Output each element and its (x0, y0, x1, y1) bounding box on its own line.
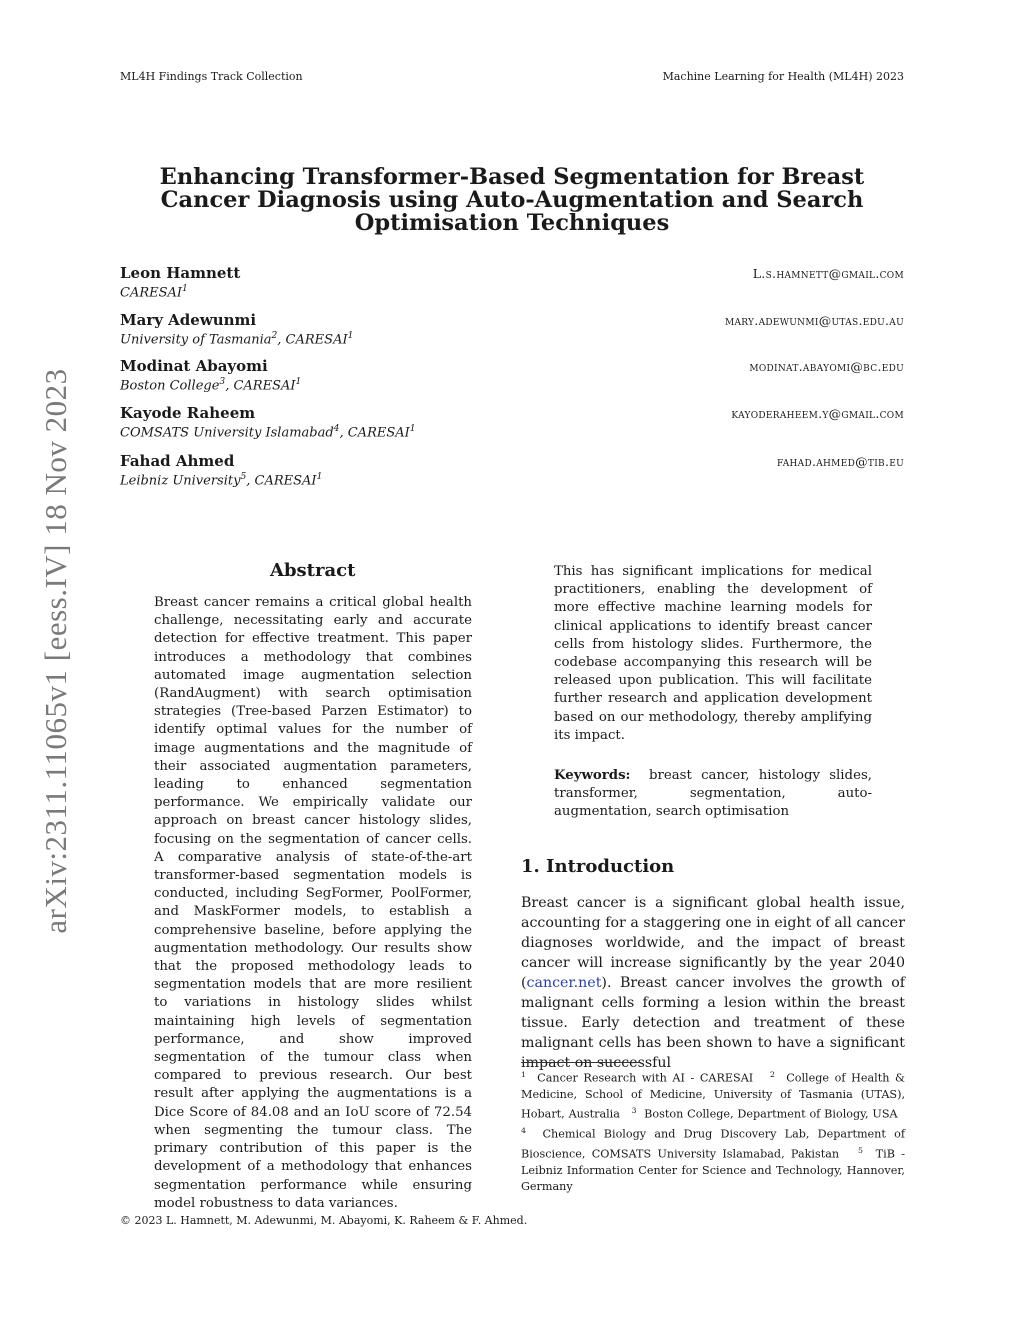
author-block (120, 357, 904, 393)
running-header-left: ML4H Findings Track Collection (120, 70, 303, 83)
arxiv-identifier: arXiv:2311.11065v1 [eess.IV] 18 Nov 2023 (38, 368, 73, 934)
author-affiliation: COMSATS University Islamabad$^4$, CARESAI$^1$ (120, 424, 416, 441)
author-name: Modinat Abayomi (120, 357, 268, 375)
author-block (120, 452, 904, 488)
section-heading-introduction: 1. Introduction (521, 856, 675, 877)
keywords-text: breast cancer, histology slides, transformer, segmentation, auto-augmentation, search optimisation (554, 768, 872, 820)
author-email[interactable]: modinat.abayomi@bc.edu (749, 359, 904, 374)
author-block (120, 404, 904, 440)
footnote-divider (521, 1062, 641, 1063)
abstract-heading: Abstract (270, 560, 356, 581)
copyright-notice: © 2023 L. Hamnett, M. Adewunmi, M. Abayomi, K. Raheem & F. Ahmed. (120, 1214, 528, 1227)
abstract-text: Breast cancer remains a critical global health challenge, necessitating early and accurate detection for effective treatment. This paper introduces a methodology that combines automated image augmentation selection (RandAugment) with search optimisation strategies (Tree-based Parzen Estimator) to identify optimal values for the number of image augmentations and the magnitude of their associated augmentation parameters, leading to enhanced segmentation performance. We empirically validate our approach on breast cancer histology slides, focusing on the segmentation of cancer cells. A comparative analysis of state-of-the-art transformer-based segmentation models is conducted, including SegFormer, PoolFormer, and MaskFormer models, to establish a comprehensive baseline, before applying the augmentation methodology. Our results show that the proposed methodology leads to segmentation models that are more resilient to variations in histology slides whilst maintaining high levels of segmentation performance, and show improved segmentation of the tumour class when compared to previous research. Our best result after applying the augmentations is a Dice Score of 84.08 and an IoU score of 72.54 when segmenting the tumour class. The primary contribution of this paper is the development of a methodology that enhances segmentation performance while ensuring model robustness to data variances. (154, 595, 472, 1211)
paper-title: Enhancing Transformer-Based Segmentation for Breast Cancer Diagnosis using Auto-Augmentation and Search Optimisation Techniques (159, 164, 865, 236)
keywords-label: Keywords: (554, 768, 631, 783)
author-affiliation: Leibniz University$^5$, CARESAI$^1$ (120, 472, 323, 489)
author-name: Kayode Raheem (120, 404, 256, 422)
author-block (120, 311, 904, 347)
footnotes: $^1$ Cancer Research with AI - CARESAI $^2$ College of Health & Medicine, School of Medicine, University of Tasmania (UTAS), Hobart, Australia $^3$ Boston College, Department of Biology, USA $^4$ Chemical Biology and Drug Discovery Lab, Department of Bioscience, COMSATS University Islamabad, Pakistan $^5$ TiB - Leibniz Information Center for Science and Technology, Hannover, Germany (521, 1070, 906, 1194)
author-affiliation: Boston College$^3$, CARESAI$^1$ (120, 377, 302, 394)
author-email[interactable]: kayoderaheem.y@gmail.com (731, 406, 904, 421)
author-email[interactable]: L.s.hamnett@gmail.com (752, 266, 904, 281)
cancer-net-link[interactable]: cancer.net (526, 975, 602, 991)
author-email[interactable]: fahad.ahmed@tib.eu (776, 454, 904, 469)
author-name: Fahad Ahmed (120, 452, 235, 470)
abstract-text-continued: This has significant implications for medical practitioners, enabling the development of more effective machine learning models for clinical applications to identify breast cancer cells from histology slides. Furthermore, the codebase accompanying this research will be released upon publication. This will facilitate further research and application development based on our methodology, thereby amplifying its impact. (554, 564, 872, 743)
author-affiliation: CARESAI$^1$ (120, 284, 188, 301)
author-email[interactable]: mary.adewunmi@utas.edu.au (724, 313, 904, 328)
author-name: Mary Adewunmi (120, 311, 257, 329)
author-block (120, 264, 904, 300)
introduction-text: Breast cancer is a significant global health issue, accounting for a staggering one in eight of all cancer diagnoses worldwide, and the impact of breast cancer will increase significantly by the year 2040 (cancer.net). Breast cancer involves the growth of malignant cells forming a lesion within the breast tissue. Early detection and treatment of these malignant cells has been shown to have a significant impact on successful (521, 895, 905, 1071)
running-header-right: Machine Learning for Health (ML4H) 2023 (662, 70, 904, 83)
author-name: Leon Hamnett (120, 264, 241, 282)
author-affiliation: University of Tasmania$^2$, CARESAI$^1$ (120, 331, 354, 348)
keywords (554, 767, 872, 822)
